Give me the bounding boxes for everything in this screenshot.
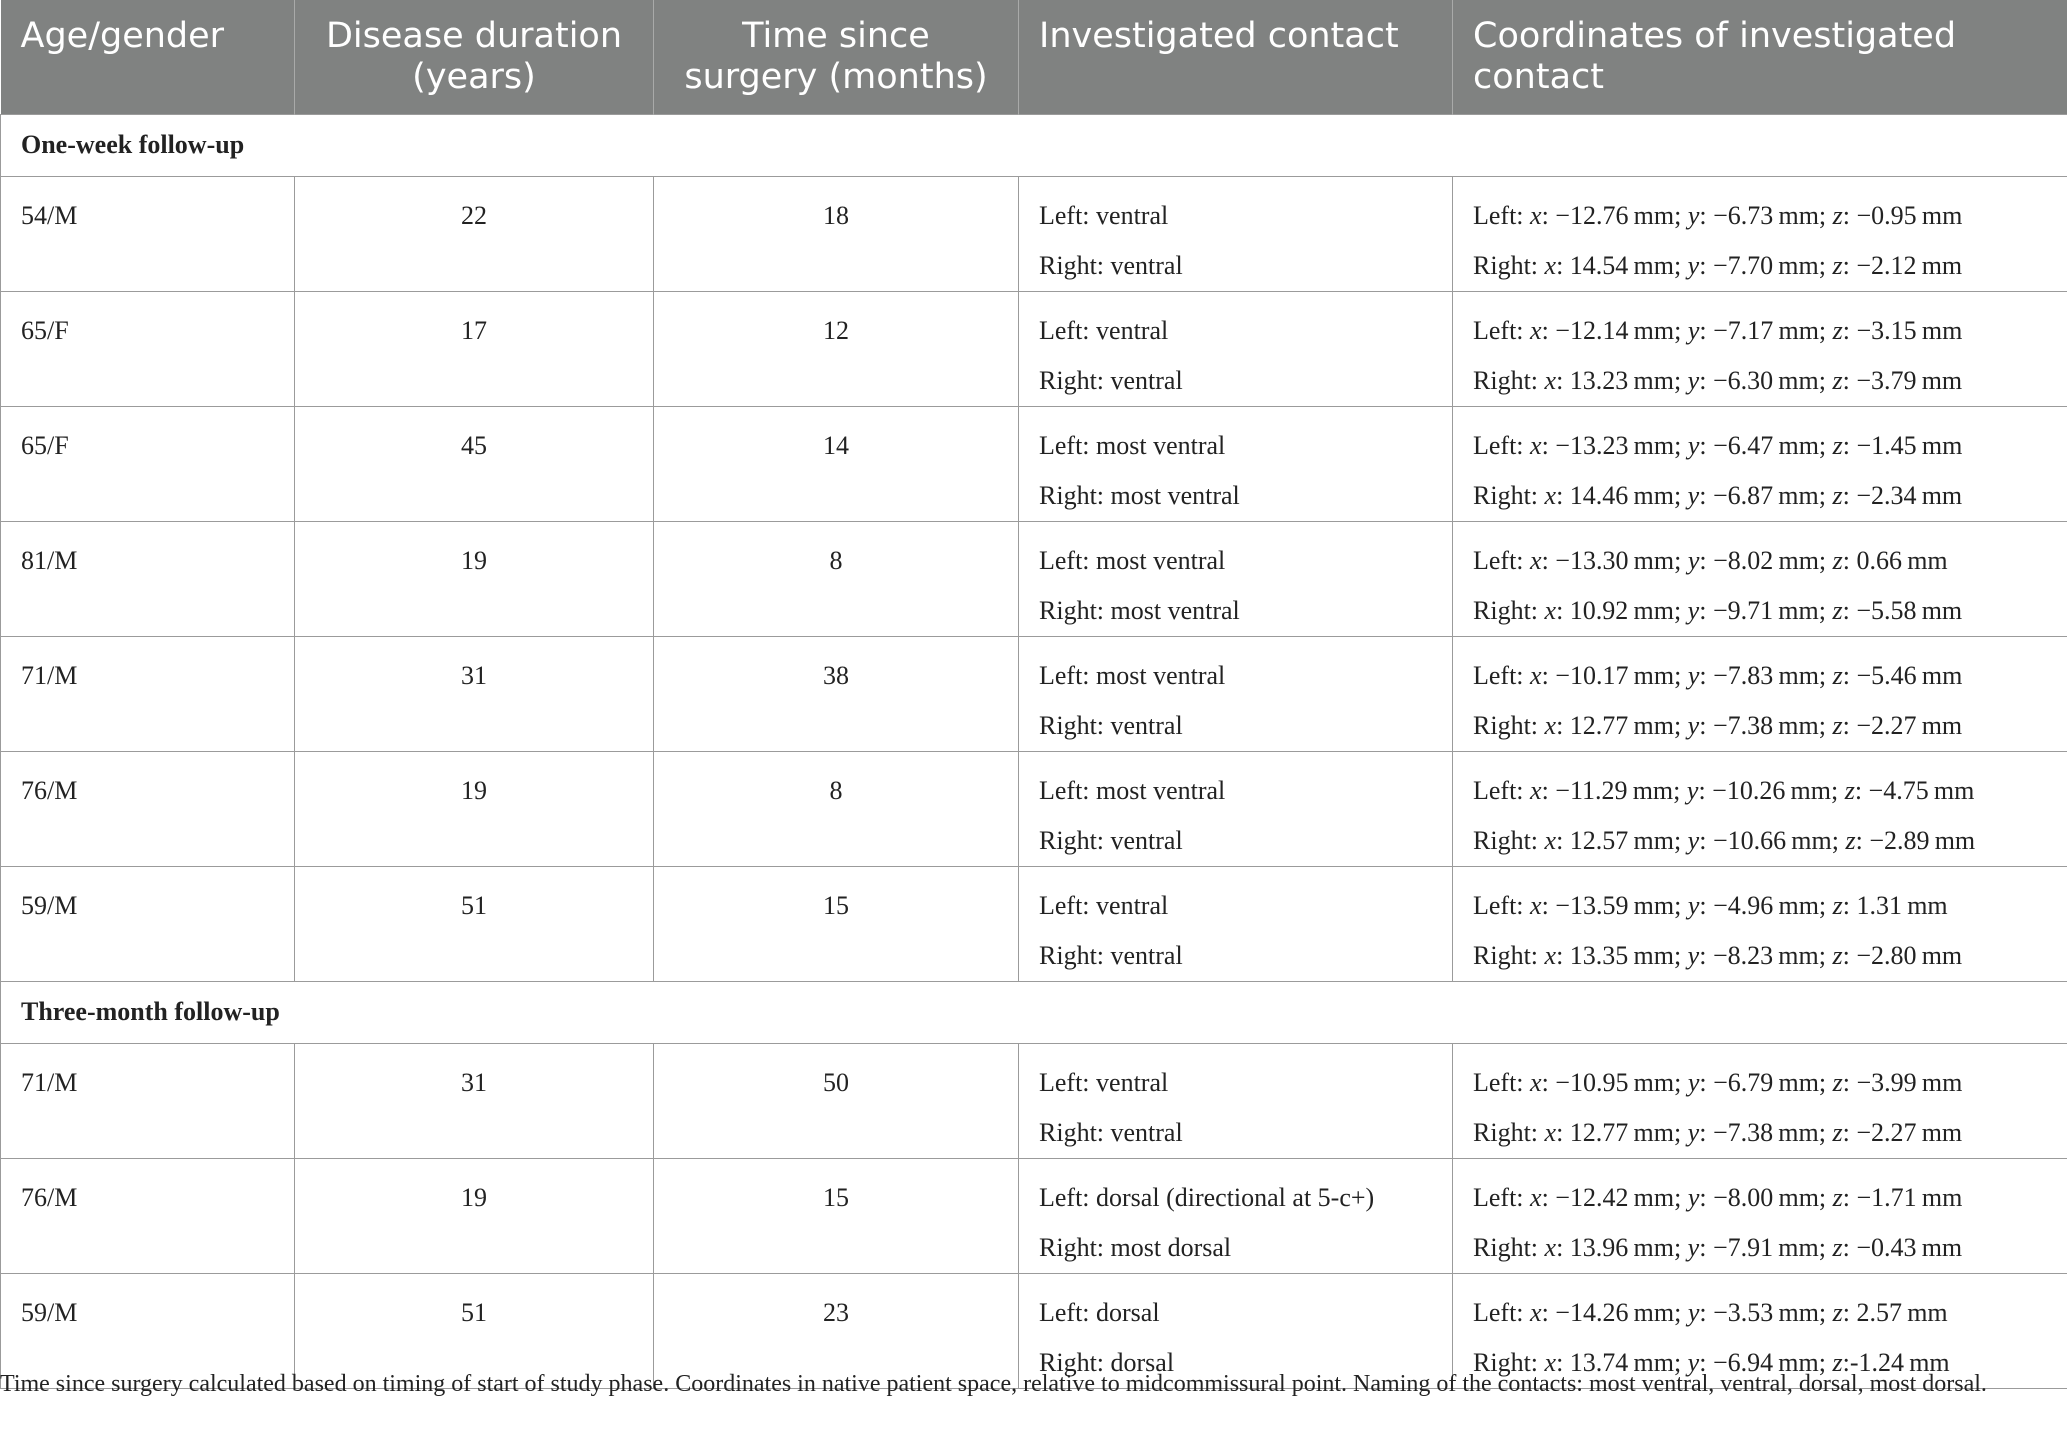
axis-label-x: x bbox=[1544, 825, 1557, 855]
cell-age-gender: 65/F bbox=[1, 406, 295, 521]
contact-right: Right: ventral bbox=[1039, 365, 1183, 395]
axis-label-y: y bbox=[1687, 1117, 1700, 1147]
axis-label-z: z bbox=[1832, 1347, 1843, 1377]
axis-label-z: z bbox=[1832, 545, 1843, 575]
axis-label-x: x bbox=[1544, 365, 1557, 395]
axis-label-x: x bbox=[1530, 1182, 1542, 1212]
table-row bbox=[1, 1158, 2067, 1273]
coordinates-right: Right: x: 14.54 mm; y: −7.70 mm; z: −2.12 mm bbox=[1473, 250, 1963, 280]
cell-age-gender: 71/M bbox=[1, 636, 295, 751]
cell-age-gender: 54/M bbox=[1, 176, 295, 291]
axis-label-y: y bbox=[1687, 480, 1700, 510]
coordinates-right: Right: x: 13.23 mm; y: −6.30 mm; z: −3.79 mm bbox=[1473, 365, 1963, 395]
coordinates-left: Left: x: −12.14 mm; y: −7.17 mm; z: −3.15 mm bbox=[1473, 315, 1963, 345]
contact-left: Left: ventral bbox=[1039, 1067, 1169, 1097]
axis-label-y: y bbox=[1687, 940, 1700, 970]
cell-age-gender: 76/M bbox=[1, 1158, 295, 1273]
cell-investigated-contact bbox=[1019, 406, 1453, 521]
cell-age-gender: 76/M bbox=[1, 751, 295, 866]
cell-time-since-surgery: 8 bbox=[654, 751, 1019, 866]
contact-left: Left: most ventral bbox=[1039, 430, 1226, 460]
table-body bbox=[1, 114, 2067, 1388]
axis-label-y: y bbox=[1687, 1182, 1700, 1212]
coordinates-left: Left: x: −14.26 mm; y: −3.53 mm; z: 2.57 mm bbox=[1473, 1297, 1948, 1327]
section-row bbox=[1, 114, 2067, 176]
axis-label-z: z bbox=[1832, 890, 1843, 920]
contact-right: Right: ventral bbox=[1039, 825, 1183, 855]
cell-age-gender: 81/M bbox=[1, 521, 295, 636]
header-investigated-contact: Investigated contact bbox=[1019, 0, 1453, 114]
contact-right: Right: ventral bbox=[1039, 1117, 1183, 1147]
contact-right: Right: dorsal bbox=[1039, 1347, 1175, 1377]
axis-label-y: y bbox=[1687, 660, 1700, 690]
contact-right: Right: most ventral bbox=[1039, 595, 1240, 625]
section-title: Three-month follow-up bbox=[1, 981, 2067, 1043]
coordinates-right: Right: x: 12.77 mm; y: −7.38 mm; z: −2.27 mm bbox=[1473, 710, 1963, 740]
coordinates-right: Right: x: 12.57 mm; y: −10.66 mm; z: −2.89 mm bbox=[1473, 825, 1976, 855]
cell-coordinates bbox=[1453, 636, 2067, 751]
header-row bbox=[1, 0, 2067, 114]
axis-label-z: z bbox=[1832, 710, 1843, 740]
axis-label-z: z bbox=[1832, 365, 1843, 395]
axis-label-x: x bbox=[1530, 200, 1542, 230]
cell-age-gender: 59/M bbox=[1, 1273, 295, 1388]
table-row bbox=[1, 636, 2067, 751]
table-row bbox=[1, 521, 2067, 636]
table-row bbox=[1, 866, 2067, 981]
coordinates-left: Left: x: −13.23 mm; y: −6.47 mm; z: −1.45 mm bbox=[1473, 430, 1963, 460]
axis-label-x: x bbox=[1544, 710, 1557, 740]
table-row bbox=[1, 291, 2067, 406]
contact-right: Right: ventral bbox=[1039, 250, 1183, 280]
cell-investigated-contact bbox=[1019, 291, 1453, 406]
cell-coordinates bbox=[1453, 866, 2067, 981]
header-disease-duration: Disease duration (years) bbox=[295, 0, 654, 114]
axis-label-z: z bbox=[1845, 825, 1856, 855]
coordinates-left: Left: x: −13.30 mm; y: −8.02 mm; z: 0.66 mm bbox=[1473, 545, 1948, 575]
coordinates-right: Right: x: 12.77 mm; y: −7.38 mm; z: −2.27 mm bbox=[1473, 1117, 1963, 1147]
contact-right: Right: ventral bbox=[1039, 940, 1183, 970]
axis-label-y: y bbox=[1687, 1297, 1700, 1327]
axis-label-z: z bbox=[1832, 595, 1843, 625]
axis-label-z: z bbox=[1832, 1297, 1843, 1327]
cell-time-since-surgery: 15 bbox=[654, 866, 1019, 981]
cell-age-gender: 65/F bbox=[1, 291, 295, 406]
cell-disease-duration: 31 bbox=[295, 1043, 654, 1158]
axis-label-y: y bbox=[1687, 890, 1700, 920]
axis-label-x: x bbox=[1544, 1117, 1557, 1147]
cell-coordinates bbox=[1453, 751, 2067, 866]
contact-left: Left: dorsal (directional at 5-c+) bbox=[1039, 1182, 1375, 1212]
axis-label-y: y bbox=[1687, 250, 1700, 280]
coordinates-left: Left: x: −13.59 mm; y: −4.96 mm; z: 1.31 mm bbox=[1473, 890, 1948, 920]
cell-disease-duration: 19 bbox=[295, 751, 654, 866]
contact-left: Left: dorsal bbox=[1039, 1297, 1160, 1327]
axis-label-y: y bbox=[1687, 1232, 1700, 1262]
axis-label-x: x bbox=[1530, 890, 1542, 920]
contact-left: Left: ventral bbox=[1039, 200, 1169, 230]
cell-disease-duration: 22 bbox=[295, 176, 654, 291]
cell-time-since-surgery: 14 bbox=[654, 406, 1019, 521]
header-age-gender: Age/gender bbox=[1, 0, 295, 114]
cell-disease-duration: 51 bbox=[295, 1273, 654, 1388]
coordinates-right: Right: x: 13.35 mm; y: −8.23 mm; z: −2.80 mm bbox=[1473, 940, 1963, 970]
axis-label-x: x bbox=[1530, 545, 1542, 575]
axis-label-y: y bbox=[1687, 1067, 1700, 1097]
cell-coordinates bbox=[1453, 406, 2067, 521]
axis-label-y: y bbox=[1687, 430, 1700, 460]
cell-coordinates bbox=[1453, 521, 2067, 636]
cell-coordinates bbox=[1453, 291, 2067, 406]
cell-investigated-contact bbox=[1019, 1043, 1453, 1158]
axis-label-x: x bbox=[1544, 480, 1557, 510]
axis-label-y: y bbox=[1687, 365, 1700, 395]
table-row bbox=[1, 176, 2067, 291]
cell-time-since-surgery: 50 bbox=[654, 1043, 1019, 1158]
axis-label-x: x bbox=[1530, 1297, 1542, 1327]
cell-age-gender: 59/M bbox=[1, 866, 295, 981]
coordinates-left: Left: x: −11.29 mm; y: −10.26 mm; z: −4.75 mm bbox=[1473, 775, 1975, 805]
contact-right: Right: ventral bbox=[1039, 710, 1183, 740]
cell-disease-duration: 17 bbox=[295, 291, 654, 406]
axis-label-x: x bbox=[1544, 250, 1557, 280]
header-coordinates: Coordinates of investigated contact bbox=[1453, 0, 2067, 114]
cell-investigated-contact bbox=[1019, 1158, 1453, 1273]
cell-investigated-contact bbox=[1019, 521, 1453, 636]
cell-disease-duration: 19 bbox=[295, 1158, 654, 1273]
axis-label-x: x bbox=[1530, 1067, 1542, 1097]
axis-label-z: z bbox=[1832, 1117, 1843, 1147]
table-caption: Time since surgery calculated based on timing of start of study phase. Coordinates in native patient space, relative to midcommissural point. Naming of the contacts: most ventral, ventral, dorsal, most dorsal. bbox=[0, 1371, 1987, 1397]
cell-coordinates bbox=[1453, 1158, 2067, 1273]
coordinates-right: Right: x: 13.74 mm; y: −6.94 mm; z:-1.24 mm bbox=[1473, 1347, 1950, 1377]
table-row bbox=[1, 406, 2067, 521]
axis-label-z: z bbox=[1832, 660, 1843, 690]
cell-time-since-surgery: 15 bbox=[654, 1158, 1019, 1273]
cell-disease-duration: 45 bbox=[295, 406, 654, 521]
axis-label-z: z bbox=[1832, 315, 1843, 345]
coordinates-left: Left: x: −10.95 mm; y: −6.79 mm; z: −3.99 mm bbox=[1473, 1067, 1963, 1097]
axis-label-x: x bbox=[1544, 1347, 1557, 1377]
coordinates-left: Left: x: −10.17 mm; y: −7.83 mm; z: −5.46 mm bbox=[1473, 660, 1963, 690]
coordinates-right: Right: x: 14.46 mm; y: −6.87 mm; z: −2.34 mm bbox=[1473, 480, 1963, 510]
section-row bbox=[1, 981, 2067, 1043]
axis-label-z: z bbox=[1832, 480, 1843, 510]
contact-left: Left: most ventral bbox=[1039, 660, 1226, 690]
axis-label-y: y bbox=[1687, 200, 1700, 230]
axis-label-z: z bbox=[1832, 1182, 1843, 1212]
axis-label-x: x bbox=[1530, 660, 1542, 690]
axis-label-z: z bbox=[1832, 430, 1843, 460]
axis-label-z: z bbox=[1832, 1067, 1843, 1097]
axis-label-y: y bbox=[1687, 1347, 1700, 1377]
table-row bbox=[1, 751, 2067, 866]
contact-left: Left: most ventral bbox=[1039, 775, 1226, 805]
axis-label-y: y bbox=[1687, 595, 1700, 625]
axis-label-x: x bbox=[1544, 1232, 1557, 1262]
axis-label-z: z bbox=[1832, 1232, 1843, 1262]
axis-label-x: x bbox=[1544, 595, 1557, 625]
cell-time-since-surgery: 18 bbox=[654, 176, 1019, 291]
header-time-since-surgery: Time since surgery (months) bbox=[654, 0, 1019, 114]
cell-age-gender: 71/M bbox=[1, 1043, 295, 1158]
axis-label-z: z bbox=[1844, 775, 1855, 805]
coordinates-right: Right: x: 10.92 mm; y: −9.71 mm; z: −5.58 mm bbox=[1473, 595, 1963, 625]
contact-right: Right: most ventral bbox=[1039, 480, 1240, 510]
axis-label-y: y bbox=[1687, 315, 1700, 345]
cell-time-since-surgery: 12 bbox=[654, 291, 1019, 406]
axis-label-z: z bbox=[1832, 250, 1843, 280]
axis-label-x: x bbox=[1544, 940, 1557, 970]
axis-label-y: y bbox=[1687, 545, 1700, 575]
axis-label-y: y bbox=[1687, 825, 1700, 855]
axis-label-x: x bbox=[1530, 775, 1542, 805]
contact-left: Left: ventral bbox=[1039, 890, 1169, 920]
axis-label-x: x bbox=[1530, 430, 1542, 460]
cell-time-since-surgery: 23 bbox=[654, 1273, 1019, 1388]
axis-label-y: y bbox=[1686, 775, 1699, 805]
cell-coordinates bbox=[1453, 176, 2067, 291]
section-title: One-week follow-up bbox=[1, 114, 2067, 176]
axis-label-x: x bbox=[1530, 315, 1542, 345]
axis-label-y: y bbox=[1687, 710, 1700, 740]
coordinates-left: Left: x: −12.76 mm; y: −6.73 mm; z: −0.95 mm bbox=[1473, 200, 1963, 230]
table-header bbox=[1, 0, 2067, 114]
coordinates-right: Right: x: 13.96 mm; y: −7.91 mm; z: −0.43 mm bbox=[1473, 1232, 1963, 1262]
cell-investigated-contact bbox=[1019, 866, 1453, 981]
axis-label-z: z bbox=[1832, 200, 1843, 230]
contact-right: Right: most dorsal bbox=[1039, 1232, 1232, 1262]
cell-coordinates bbox=[1453, 1043, 2067, 1158]
contact-left: Left: ventral bbox=[1039, 315, 1169, 345]
axis-label-z: z bbox=[1832, 940, 1843, 970]
cell-time-since-surgery: 38 bbox=[654, 636, 1019, 751]
cell-investigated-contact bbox=[1019, 176, 1453, 291]
table-row bbox=[1, 1043, 2067, 1158]
cell-disease-duration: 51 bbox=[295, 866, 654, 981]
cell-time-since-surgery: 8 bbox=[654, 521, 1019, 636]
contact-left: Left: most ventral bbox=[1039, 545, 1226, 575]
coordinates-left: Left: x: −12.42 mm; y: −8.00 mm; z: −1.71 mm bbox=[1473, 1182, 1963, 1212]
cell-investigated-contact bbox=[1019, 751, 1453, 866]
cell-disease-duration: 31 bbox=[295, 636, 654, 751]
cell-investigated-contact bbox=[1019, 636, 1453, 751]
cell-disease-duration: 19 bbox=[295, 521, 654, 636]
